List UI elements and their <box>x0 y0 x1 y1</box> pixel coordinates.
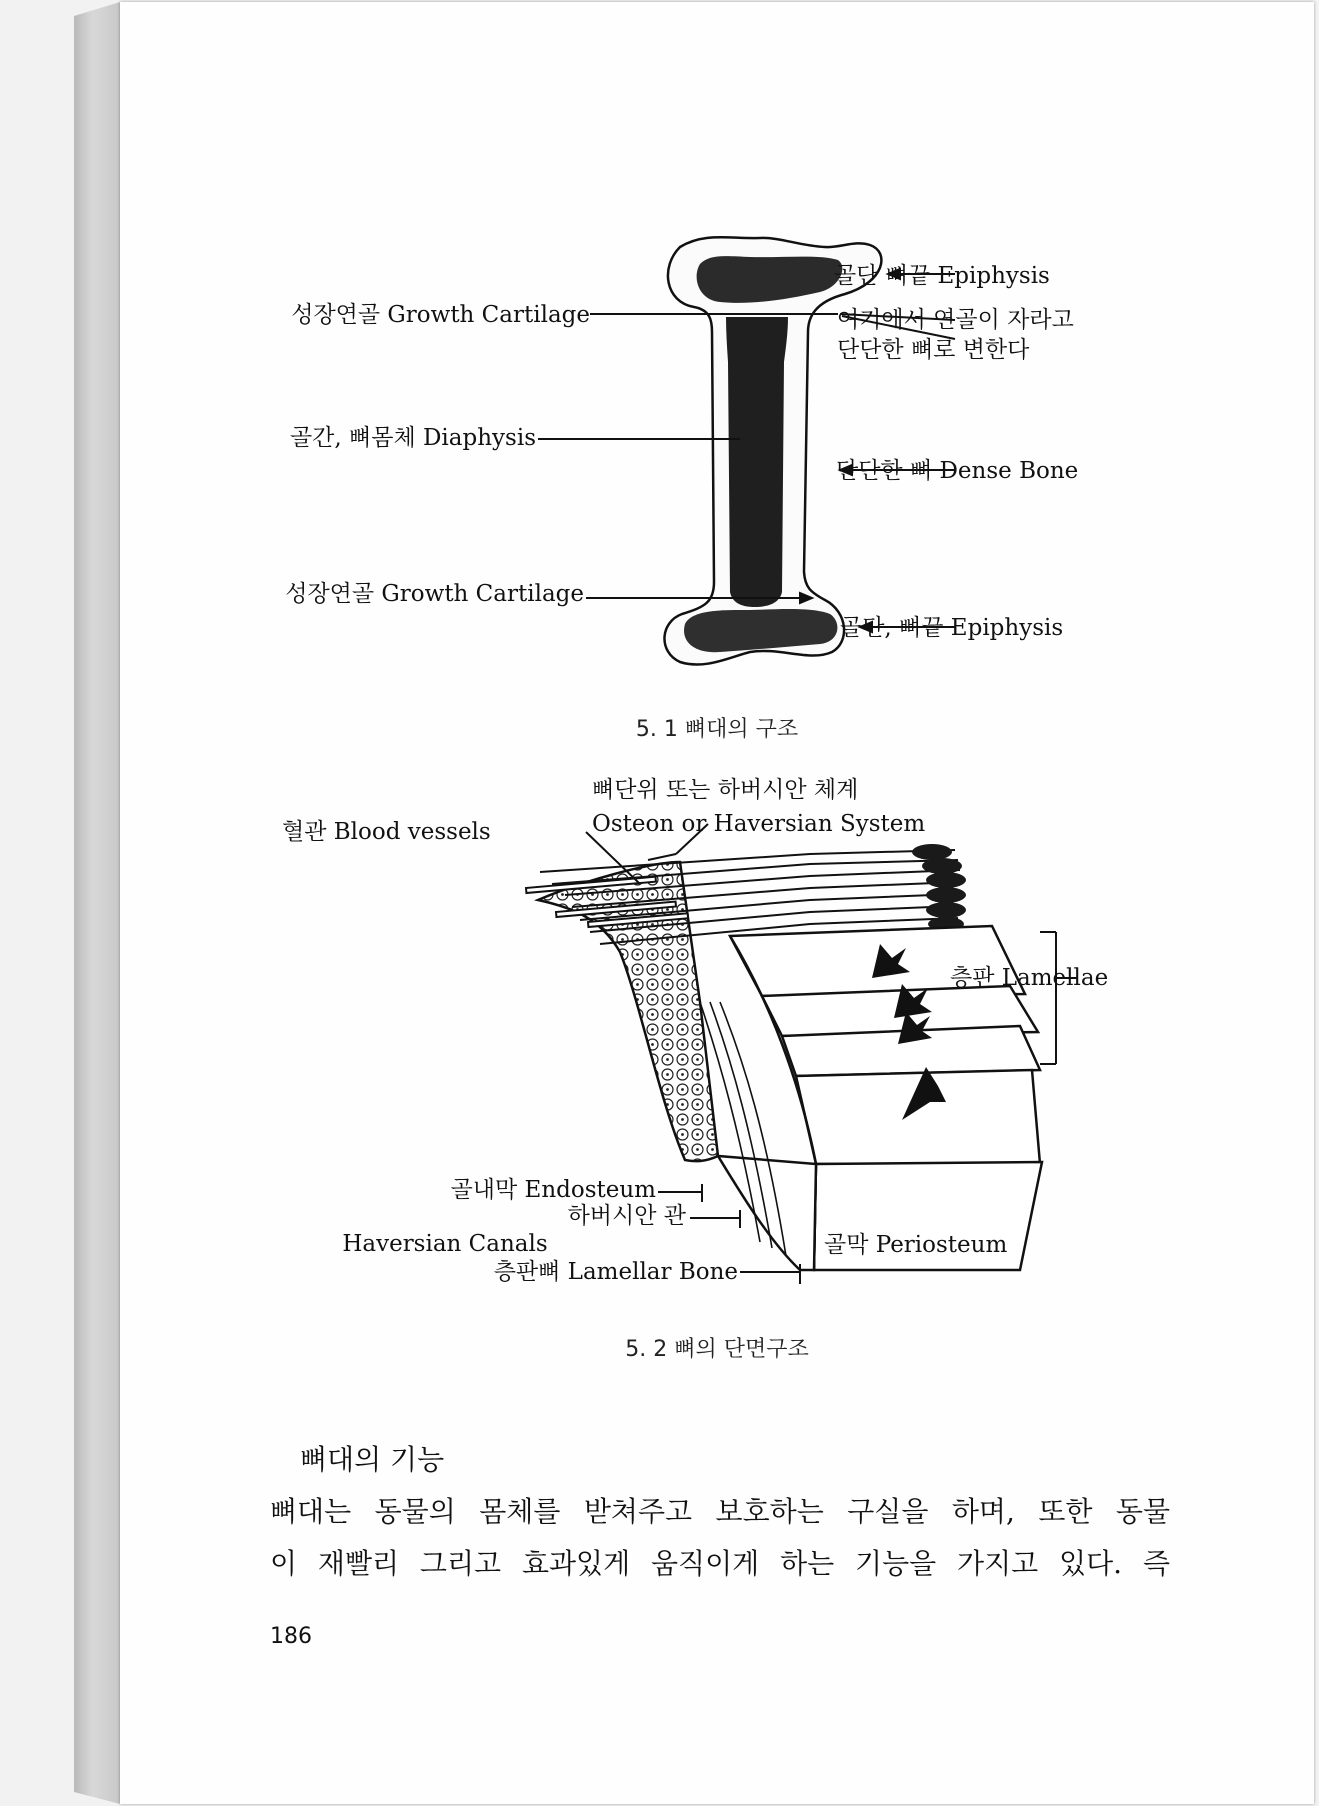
label-diaphysis: 골간, 뼈몸체 Diaphysis <box>289 425 536 451</box>
figure1-caption: 5. 1 뼈대의 구조 <box>635 717 799 742</box>
label-epiphysis-top: 골단 뼈끝 Epiphysis <box>834 263 1050 289</box>
label-osteon-en: Osteon or Haversian System <box>592 811 926 837</box>
body-line-2: 이 재빨리 그리고 효과있게 움직이게 하는 기능을 가지고 있다. 즉 <box>270 1547 1170 1580</box>
page-number: 186 <box>270 1624 312 1649</box>
label-growth-cartilage-top: 성장연골 Growth Cartilage <box>291 302 590 328</box>
label-endosteum: 골내막 Endosteum <box>450 1177 656 1203</box>
label-note-line1: 여기에서 연골이 자라고 <box>837 307 1074 333</box>
label-haversian-ko: 하버시안 관 <box>567 1203 686 1229</box>
label-periosteum: 골막 Periosteum <box>824 1232 1008 1258</box>
label-lamellae: 층판 Lamellae <box>950 965 1109 991</box>
label-epiphysis-bottom: 골단, 뼈끝 Epiphysis <box>840 615 1064 641</box>
label-blood-vessels: 혈관 Blood vessels <box>282 819 491 845</box>
book-page <box>120 2 1314 1804</box>
label-haversian-en: Haversian Canals <box>342 1231 548 1257</box>
label-dense-bone: 단단한 뼈 Dense Bone <box>836 458 1079 484</box>
cortex-edge <box>718 1156 816 1270</box>
label-growth-cartilage-bottom: 성장연골 Growth Cartilage <box>285 581 584 607</box>
figure2-caption: 5. 2 뼈의 단면구조 <box>625 1337 809 1362</box>
label-osteon-ko: 뼈단위 또는 하버시안 체계 <box>592 777 859 803</box>
label-note-line2: 단단한 뼈로 변한다 <box>837 337 1030 363</box>
label-lamellar-bone: 층판뼈 Lamellar Bone <box>493 1259 738 1285</box>
figure-bone-cross-section <box>120 2 1314 1322</box>
book-spine <box>74 2 120 1804</box>
section-heading: 뼈대의 기능 <box>300 1443 445 1476</box>
body-line-1: 뼈대는 동물의 몸체를 받쳐주고 보호하는 구실을 하며, 또한 동물 <box>270 1495 1170 1528</box>
